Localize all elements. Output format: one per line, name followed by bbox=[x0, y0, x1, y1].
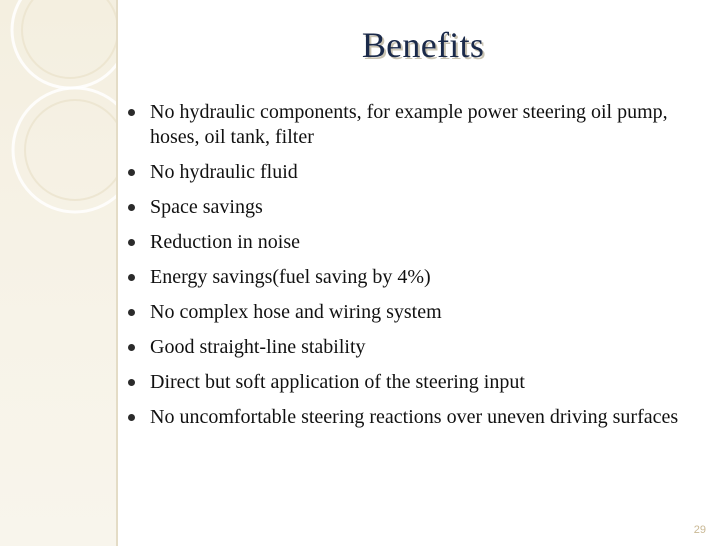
bullet-icon bbox=[128, 344, 135, 351]
bullet-icon bbox=[128, 204, 135, 211]
bullet-text: Direct but soft application of the steering input bbox=[150, 371, 525, 393]
bullet-icon bbox=[128, 169, 135, 176]
bullet-item bbox=[128, 300, 688, 325]
slide-title: Benefits bbox=[361, 25, 485, 65]
bullet-item bbox=[128, 100, 688, 150]
decorative-side-panel bbox=[0, 0, 118, 546]
bullet-text: Reduction in noise bbox=[150, 231, 300, 253]
bullet-item bbox=[128, 195, 688, 220]
bullet-item bbox=[128, 370, 688, 395]
bullet-item bbox=[128, 335, 688, 360]
bullet-text: No hydraulic fluid bbox=[150, 161, 298, 183]
bullet-icon bbox=[128, 414, 135, 421]
bullet-text: No complex hose and wiring system bbox=[150, 301, 442, 323]
panel-divider bbox=[116, 0, 118, 546]
bullet-icon bbox=[128, 239, 135, 246]
bullet-item bbox=[128, 160, 688, 185]
bullet-text: Energy savings(fuel saving by 4%) bbox=[150, 266, 431, 288]
bullet-icon bbox=[128, 274, 135, 281]
bullet-item bbox=[128, 265, 688, 290]
bullet-list bbox=[128, 100, 688, 440]
bullet-text: Good straight-line stability bbox=[150, 336, 366, 358]
bullet-icon bbox=[128, 309, 135, 316]
decorative-circles bbox=[0, 0, 118, 546]
bullet-text: Space savings bbox=[150, 196, 263, 218]
bullet-icon bbox=[128, 379, 135, 386]
bullet-text: No hydraulic components, for example power steering oil pump, hoses, oil tank, filter bbox=[150, 101, 668, 148]
bullet-item bbox=[128, 405, 688, 430]
bullet-item bbox=[128, 230, 688, 255]
page-number: 29 bbox=[693, 524, 706, 536]
bullet-icon bbox=[128, 109, 135, 116]
bullet-text: No uncomfortable steering reactions over uneven driving surfaces bbox=[150, 406, 679, 428]
